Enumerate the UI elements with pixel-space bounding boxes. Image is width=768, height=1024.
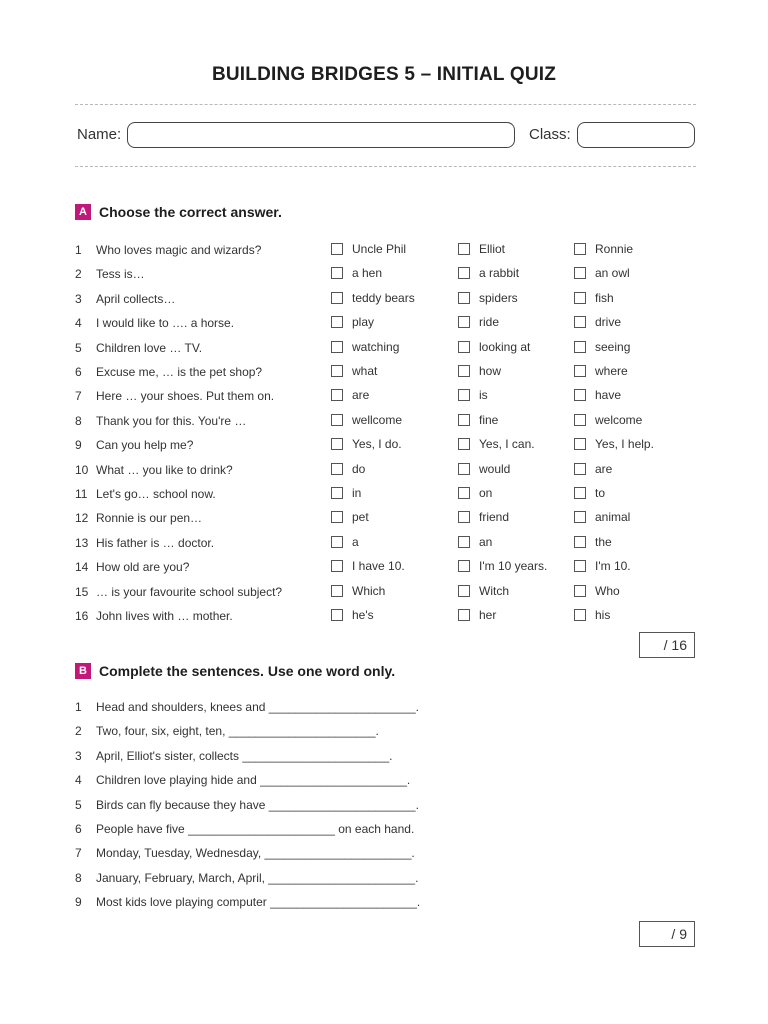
sentence-row [0, 892, 768, 912]
answer-label: friend [479, 510, 510, 525]
question-number: 3 [75, 291, 82, 306]
answer-label: pet [352, 510, 369, 525]
answer-label: are [595, 461, 613, 476]
answer-checkbox[interactable] [331, 267, 343, 279]
sentence-text[interactable]: Two, four, six, eight, ten, ______________________. [96, 724, 379, 739]
answer-checkbox[interactable] [331, 365, 343, 377]
answer-checkbox[interactable] [458, 609, 470, 621]
section-b-header [75, 662, 395, 680]
answer-checkbox[interactable] [331, 511, 343, 523]
name-label: Name: [77, 126, 122, 143]
answer-label: Who [595, 583, 620, 598]
sentence-text[interactable]: Children love playing hide and ______________________. [96, 773, 411, 788]
question-number: 6 [75, 365, 82, 379]
answer-option[interactable] [574, 388, 621, 402]
answer-label: Yes, I can. [479, 437, 535, 452]
answer-label: fish [595, 290, 614, 305]
answer-option[interactable] [458, 535, 492, 549]
answer-checkbox[interactable] [574, 609, 586, 621]
answer-option[interactable] [331, 340, 399, 354]
answer-checkbox[interactable] [574, 560, 586, 572]
answer-option[interactable] [331, 242, 406, 256]
question-number: 12 [75, 511, 89, 526]
answer-option[interactable] [331, 388, 369, 402]
answer-option[interactable] [574, 413, 642, 427]
question-number: 7 [75, 389, 82, 404]
answer-label: welcome [595, 412, 643, 427]
answer-option[interactable] [574, 340, 630, 354]
answer-option[interactable] [331, 462, 365, 476]
answer-checkbox[interactable] [458, 511, 470, 523]
answer-checkbox[interactable] [574, 511, 586, 523]
answer-checkbox[interactable] [458, 365, 470, 377]
answer-option[interactable] [574, 364, 628, 378]
question-row [0, 508, 768, 528]
question-text: Excuse me, … is the pet shop? [96, 365, 263, 379]
answer-label: looking at [479, 339, 531, 354]
question-row [0, 386, 768, 406]
sentence-text[interactable]: Head and shoulders, knees and ______________________. [96, 700, 419, 714]
section-a-score [639, 632, 695, 658]
answer-label: teddy bears [352, 290, 415, 305]
question-number: 13 [75, 535, 89, 550]
answer-checkbox[interactable] [458, 463, 470, 475]
answer-option[interactable] [458, 437, 535, 451]
sentence-number: 7 [75, 846, 82, 861]
answer-option[interactable] [458, 340, 530, 354]
sentence-number: 2 [75, 724, 82, 739]
question-row [0, 557, 768, 577]
question-number: 11 [75, 487, 88, 501]
question-text: Can you help me? [96, 438, 194, 453]
answer-option[interactable] [458, 266, 519, 280]
question-number: 4 [75, 316, 82, 331]
answer-checkbox[interactable] [458, 292, 470, 304]
sentence-row [0, 746, 768, 766]
answer-option[interactable] [574, 242, 633, 256]
answer-checkbox[interactable] [574, 438, 586, 450]
answer-label: would [479, 461, 511, 476]
answer-label: Yes, I do. [352, 437, 402, 452]
answer-label: wellcome [352, 412, 403, 427]
answer-option[interactable] [458, 291, 518, 305]
answer-checkbox[interactable] [574, 414, 586, 426]
page-title: BUILDING BRIDGES 5 – INITIAL QUIZ [211, 64, 557, 85]
answer-checkbox[interactable] [458, 267, 470, 279]
answer-label: animal [595, 510, 631, 525]
answer-option[interactable] [458, 315, 499, 329]
answer-checkbox[interactable] [574, 341, 586, 353]
answer-option[interactable] [574, 535, 612, 549]
question-text: Let's go… school now. [96, 487, 216, 501]
answer-option[interactable] [331, 266, 382, 280]
question-number: 10 [75, 462, 89, 477]
answer-label: I have 10. [352, 559, 405, 574]
answer-checkbox[interactable] [574, 267, 586, 279]
answer-option[interactable] [331, 315, 374, 329]
question-row [0, 606, 768, 626]
question-text: April collects… [96, 291, 176, 306]
sentence-number: 9 [75, 895, 82, 910]
sentence-text[interactable]: Most kids love playing computer ______________________. [96, 895, 421, 910]
section-a-badge: A [75, 204, 91, 220]
answer-option[interactable] [331, 413, 402, 427]
question-row [0, 240, 768, 260]
sentence-row [0, 697, 768, 717]
question-text: Who loves magic and wizards? [96, 243, 262, 257]
answer-label: Witch [479, 583, 509, 598]
answer-label: how [479, 364, 502, 378]
sentence-row [0, 795, 768, 815]
question-number: 1 [75, 243, 82, 257]
answer-option[interactable] [458, 510, 509, 524]
question-row [0, 289, 768, 309]
answer-option[interactable] [458, 413, 498, 427]
question-number: 15 [75, 584, 89, 599]
answer-label: Elliot [479, 242, 506, 256]
answer-checkbox[interactable] [458, 243, 470, 255]
answer-checkbox[interactable] [458, 414, 470, 426]
answer-label: Ronnie [595, 242, 634, 256]
sentence-text[interactable]: January, February, March, April, ______________________. [96, 870, 419, 885]
answer-option[interactable] [458, 388, 488, 402]
sentence-number: 1 [75, 700, 82, 714]
answer-checkbox[interactable] [574, 365, 586, 377]
answer-checkbox[interactable] [331, 536, 343, 548]
answer-label: Yes, I help. [595, 437, 654, 452]
question-text: John lives with … mother. [96, 609, 233, 623]
answer-label: Which [352, 583, 386, 598]
answer-label: drive [595, 315, 622, 330]
answer-option[interactable] [458, 462, 510, 476]
answer-label: the [595, 534, 612, 549]
answer-checkbox[interactable] [574, 243, 586, 255]
answer-checkbox[interactable] [331, 487, 343, 499]
answer-label: are [352, 388, 370, 403]
class-label: Class: [529, 126, 571, 143]
section-b-title: Complete the sentences. Use one word only. [99, 663, 396, 679]
answer-checkbox[interactable] [331, 438, 343, 450]
answer-option[interactable] [458, 242, 505, 256]
answer-checkbox[interactable] [458, 585, 470, 597]
answer-label: a rabbit [479, 266, 520, 281]
answer-label: Uncle Phil [352, 242, 407, 256]
answer-label: ride [479, 315, 500, 330]
answer-checkbox[interactable] [458, 438, 470, 450]
answer-label: to [595, 486, 606, 500]
question-row [0, 484, 768, 504]
question-row [0, 338, 768, 358]
answer-checkbox[interactable] [331, 316, 343, 328]
answer-label: a hen [352, 266, 383, 281]
answer-checkbox[interactable] [574, 316, 586, 328]
answer-option[interactable] [574, 584, 620, 598]
section-b-score-text: / 9 [671, 926, 687, 942]
answer-label: do [352, 461, 366, 476]
sentence-number: 8 [75, 870, 82, 885]
sentence-text[interactable]: April, Elliot's sister, collects ______________________. [96, 748, 393, 763]
sentence-number: 3 [75, 748, 82, 763]
answer-label: his [595, 608, 611, 622]
question-number: 2 [75, 267, 82, 282]
answer-checkbox[interactable] [458, 560, 470, 572]
question-text: His father is … doctor. [96, 535, 215, 550]
answer-option[interactable] [331, 291, 415, 305]
answer-checkbox[interactable] [458, 389, 470, 401]
answer-checkbox[interactable] [458, 536, 470, 548]
question-row [0, 533, 768, 553]
answer-checkbox[interactable] [458, 487, 470, 499]
answer-label: her [479, 608, 497, 622]
answer-checkbox[interactable] [331, 243, 343, 255]
answer-checkbox[interactable] [331, 609, 343, 621]
question-text: How old are you? [96, 560, 190, 575]
answer-checkbox[interactable] [331, 341, 343, 353]
answer-checkbox[interactable] [574, 585, 586, 597]
answer-label: fine [479, 412, 499, 427]
answer-label: spiders [479, 290, 518, 305]
answer-option[interactable] [331, 535, 359, 549]
answer-option[interactable] [331, 584, 385, 598]
answer-option[interactable] [331, 486, 361, 500]
sentence-row [0, 770, 768, 790]
answer-checkbox[interactable] [458, 341, 470, 353]
answer-option[interactable] [458, 559, 547, 573]
question-number: 5 [75, 340, 82, 355]
answer-label: an owl [595, 266, 630, 281]
sentence-text[interactable]: Monday, Tuesday, Wednesday, ______________________. [96, 846, 415, 861]
answer-label: seeing [595, 339, 631, 354]
question-text: I would like to …. a horse. [96, 316, 235, 331]
answer-label: he's [352, 608, 374, 622]
answer-label: is [479, 388, 488, 403]
question-row [0, 411, 768, 431]
answer-option[interactable] [331, 437, 402, 451]
answer-option[interactable] [331, 608, 374, 622]
answer-label: watching [352, 339, 400, 354]
answer-option[interactable] [458, 486, 492, 500]
answer-label: I'm 10. [595, 559, 631, 574]
question-text: Tess is… [96, 267, 145, 282]
sentence-number: 6 [75, 822, 82, 836]
answer-label: a [352, 534, 359, 549]
answer-checkbox[interactable] [574, 389, 586, 401]
sentence-number: 4 [75, 773, 82, 788]
answer-option[interactable] [458, 608, 496, 622]
answer-option[interactable] [574, 315, 621, 329]
question-row [0, 264, 768, 284]
question-text: Here … your shoes. Put them on. [96, 389, 275, 404]
section-a-title: Choose the correct answer. [99, 204, 282, 220]
question-number: 8 [75, 413, 82, 428]
answer-checkbox[interactable] [331, 389, 343, 401]
class-field[interactable] [577, 122, 695, 148]
answer-option[interactable] [574, 608, 610, 622]
answer-label: an [479, 534, 493, 549]
sentence-row [0, 721, 768, 741]
question-text: What … you like to drink? [96, 462, 233, 477]
question-number: 16 [75, 609, 89, 623]
answer-label: in [352, 486, 362, 500]
answer-checkbox[interactable] [331, 414, 343, 426]
sentence-row [0, 843, 768, 863]
answer-option[interactable] [574, 559, 631, 573]
answer-checkbox[interactable] [574, 536, 586, 548]
answer-checkbox[interactable] [331, 463, 343, 475]
sentence-text[interactable]: People have five ______________________ on each hand. [96, 822, 415, 836]
answer-option[interactable] [331, 559, 405, 573]
sentence-row [0, 868, 768, 888]
question-row [0, 313, 768, 333]
question-row [0, 362, 768, 382]
answer-checkbox[interactable] [458, 316, 470, 328]
answer-checkbox[interactable] [331, 585, 343, 597]
section-a-score-text: / 16 [663, 637, 687, 653]
question-text: Ronnie is our pen… [96, 511, 203, 526]
answer-checkbox[interactable] [331, 560, 343, 572]
question-number: 14 [75, 560, 89, 575]
section-b-badge: B [75, 663, 91, 679]
sentence-row [0, 819, 768, 839]
answer-option[interactable] [574, 266, 630, 280]
answer-label: where [595, 364, 628, 378]
answer-option[interactable] [574, 486, 605, 500]
question-row [0, 582, 768, 602]
answer-checkbox[interactable] [574, 487, 586, 499]
answer-label: have [595, 388, 622, 403]
answer-option[interactable] [331, 510, 369, 524]
sentence-number: 5 [75, 797, 82, 812]
answer-option[interactable] [574, 462, 612, 476]
answer-label: I'm 10 years. [479, 559, 548, 574]
section-b-score [639, 921, 695, 947]
name-field[interactable] [127, 122, 515, 148]
answer-label: on [479, 486, 493, 500]
sentence-text[interactable]: Birds can fly because they have ______________________. [96, 797, 419, 812]
answer-option[interactable] [458, 584, 509, 598]
section-a-header [75, 203, 282, 221]
answer-label: play [352, 315, 375, 330]
question-text: Children love … TV. [96, 340, 203, 355]
answer-label: what [352, 364, 378, 378]
question-row [0, 435, 768, 455]
answer-checkbox[interactable] [574, 463, 586, 475]
answer-checkbox[interactable] [331, 292, 343, 304]
answer-checkbox[interactable] [574, 292, 586, 304]
answer-option[interactable] [574, 510, 630, 524]
answer-option[interactable] [574, 291, 614, 305]
answer-option[interactable] [574, 437, 654, 451]
divider-top [75, 104, 696, 105]
answer-option[interactable] [458, 364, 501, 378]
question-number: 9 [75, 438, 82, 453]
question-text: … is your favourite school subject? [96, 584, 283, 599]
answer-option[interactable] [331, 364, 377, 378]
question-text: Thank you for this. You're … [96, 413, 247, 428]
divider-bottom [75, 166, 696, 167]
question-row [0, 460, 768, 480]
